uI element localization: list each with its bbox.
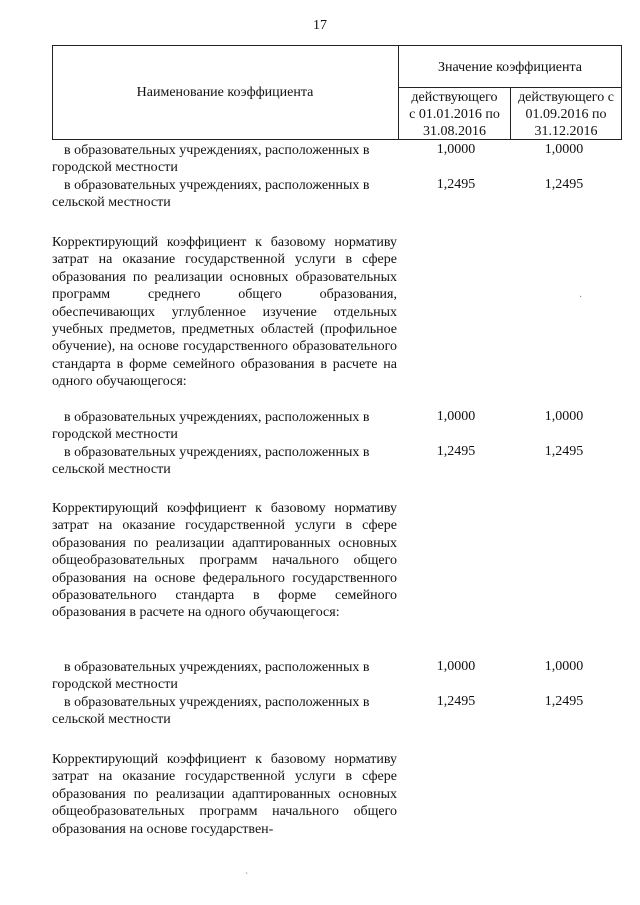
scan-speck: · bbox=[579, 292, 583, 303]
table-row-label: в образовательных учреждениях, расположенных в городской местности bbox=[52, 410, 370, 443]
header-period-1 bbox=[399, 89, 510, 140]
table-row-value-period-2: 1,0000 bbox=[544, 409, 584, 424]
header-period-2-line: действующего с bbox=[518, 90, 614, 105]
table-row-value-period-1: 1,0000 bbox=[436, 659, 476, 674]
header-period-2-line: 31.12.2016 bbox=[534, 124, 598, 139]
table-row-label: в образовательных учреждениях, расположенных в городской местности bbox=[52, 660, 370, 693]
table-border-top bbox=[52, 45, 622, 46]
table-row-value-period-1: 1,0000 bbox=[436, 142, 476, 157]
table-row-value-period-2: 1,0000 bbox=[544, 659, 584, 674]
header-period-2-line: 01.09.2016 по bbox=[525, 107, 607, 122]
table-row-value-period-1: 1,0000 bbox=[436, 409, 476, 424]
table-row-label: в образовательных учреждениях, расположенных в городской местности bbox=[52, 143, 370, 176]
coefficient-description: Корректирующий коэффициент к базовому нормативу затрат на оказание государственной услуги в сфере образования по реализации адаптированных основных общеобразовательных программ начального общего образования на основе федерального государственного образовательного стандарта в форме семейного образования в расчете на одного обучающегося: bbox=[52, 501, 397, 621]
table-header bbox=[52, 45, 622, 140]
table-row-value-period-1: 1,2495 bbox=[436, 177, 476, 192]
scan-speck: ` bbox=[245, 872, 249, 883]
table-row-value-period-1: 1,2495 bbox=[436, 444, 476, 459]
header-period-1-line: с 01.01.2016 по bbox=[409, 107, 500, 122]
table-row-label: в образовательных учреждениях, расположенных в сельской местности bbox=[52, 178, 370, 211]
table-row-value-period-2: 1,2495 bbox=[544, 177, 584, 192]
header-period-2 bbox=[511, 89, 621, 140]
coefficient-description: Корректирующий коэффициент к базовому нормативу затрат на оказание государственной услуги в сфере образования по реализации адаптированных основных общеобразовательных программ начального общего образования на основе государствен- bbox=[52, 752, 397, 837]
table-row-value-period-1: 1,2495 bbox=[436, 694, 476, 709]
table-row-value-period-2: 1,2495 bbox=[544, 444, 584, 459]
header-period-1-line: действующего bbox=[411, 90, 498, 105]
header-period-1-line: 31.08.2016 bbox=[423, 124, 486, 139]
page-number: 17 bbox=[313, 18, 327, 33]
table-row-value-period-2: 1,2495 bbox=[544, 694, 584, 709]
header-value-group: Значение коэффициента bbox=[437, 60, 583, 75]
table-border-right bbox=[621, 45, 622, 140]
header-name-column: Наименование коэффициента bbox=[136, 85, 314, 100]
table-row-label: в образовательных учреждениях, расположенных в сельской местности bbox=[52, 445, 370, 478]
table-row-label: в образовательных учреждениях, расположенных в сельской местности bbox=[52, 695, 370, 728]
coefficient-description: Корректирующий коэффициент к базовому нормативу затрат на оказание государственной услуги в сфере образования по реализации основных образовательных программ среднего общего образования, обеспечивающих углубленное изучение отдельных учебных предметов, предметных областей (профильное обучение), на основе государственного образовательного стандарта в форме семейного образования в расчете на одного обучающегося: bbox=[52, 235, 397, 390]
table-row-value-period-2: 1,0000 bbox=[544, 142, 584, 157]
